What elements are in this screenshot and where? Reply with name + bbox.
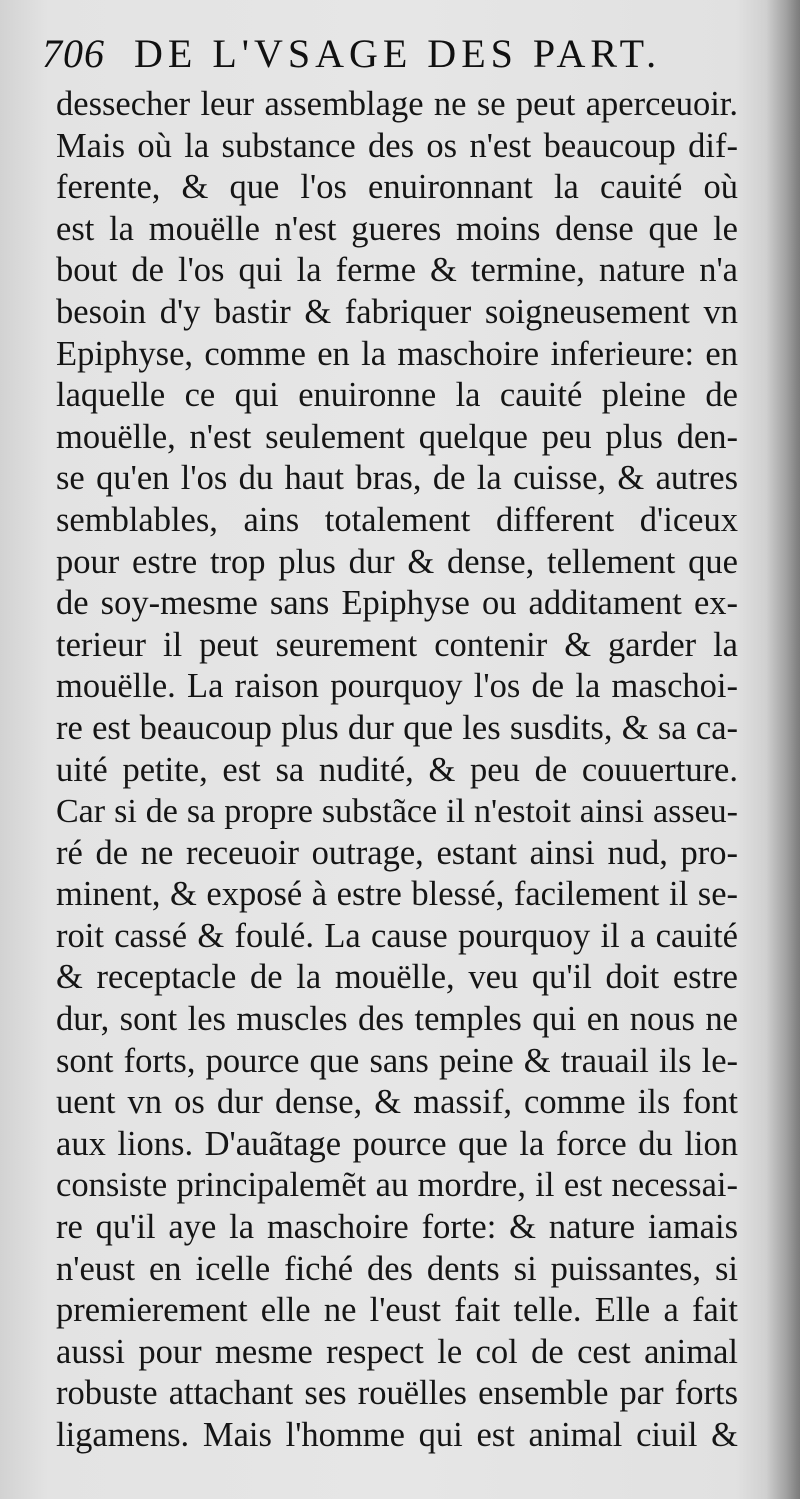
- text-line: semblables, ains totalement different d'iceux: [56, 500, 738, 539]
- text-line: est la mouëlle n'est gueres moins dense que le: [56, 209, 738, 248]
- text-line: se qu'en l'os du haut bras, de la cuisse, & autres: [56, 459, 738, 498]
- text-line: aussi pour mesme respect le col de cest animal: [56, 1332, 738, 1371]
- text-line: minent, & exposé à estre blessé, facilement il se-: [56, 875, 738, 914]
- page-number: 706: [42, 31, 105, 76]
- running-head: DE L'VSAGE DES PART.: [134, 31, 662, 76]
- text-line: re qu'il aye la maschoire forte: & nature iamais: [56, 1208, 738, 1247]
- text-line: sont forts, pource que sans peine & trauail ils le-: [56, 1041, 738, 1080]
- text-line: uité petite, est sa nudité, & peu de couuerture.: [56, 750, 738, 789]
- text-line: uent vn os dur dense, & massif, comme ils font: [56, 1083, 738, 1122]
- text-line: ré de ne receuoir outrage, estant ainsi nud, pro-: [56, 833, 738, 872]
- text-line: Epiphyse, comme en la maschoire inferieure: en: [56, 334, 738, 373]
- text-line: terieur il peut seurement contenir & garder la: [56, 625, 738, 664]
- text-line: ferente, & que l'os enuironnant la cauité où: [56, 168, 738, 207]
- text-line: premierement elle ne l'eust fait telle. Elle a fait: [56, 1291, 738, 1330]
- text-line: Car si de sa propre substãce il n'estoit ainsi asseu-: [56, 793, 738, 831]
- text-line: roit cassé & foulé. La cause pourquoy il a cauité: [56, 916, 738, 955]
- text-line: mouëlle, n'est seulement quelque peu plus den-: [56, 417, 738, 456]
- text-line: dessecher leur assemblage ne se peut aperceuoir.: [56, 85, 738, 123]
- text-line: Mais où la substance des os n'est beaucoup dif-: [56, 126, 738, 165]
- text-line: besoin d'y bastir & fabriquer soigneusement vn: [56, 292, 738, 331]
- text-line: consiste principalemẽt au mordre, il est necessai-: [56, 1166, 738, 1205]
- page-edge-shadow: [766, 0, 800, 1499]
- text-line: ligamens. Mais l'homme qui est animal ciuil &: [56, 1416, 738, 1454]
- text-line: mouëlle. La raison pourquoy l'os de la maschoi-: [56, 667, 738, 706]
- text-line: n'eust en icelle fiché des dents si puissantes, si: [56, 1249, 738, 1288]
- text-line: aux lions. D'auãtage pource que la force du lion: [56, 1124, 738, 1163]
- text-line: bout de l'os qui la ferme & termine, nature n'a: [56, 251, 738, 290]
- text-line: robuste attachant ses rouëlles ensemble par forts: [56, 1374, 738, 1413]
- text-line: laquelle ce qui enuironne la cauité pleine de: [56, 376, 738, 415]
- text-line: re est beaucoup plus dur que les susdits, & sa ca-: [56, 708, 738, 747]
- page-header: [42, 26, 742, 82]
- text-line: dur, sont les muscles des temples qui en nous ne: [56, 1000, 738, 1039]
- text-line: pour estre trop plus dur & dense, tellement que: [56, 542, 738, 581]
- body-text: [56, 84, 738, 1457]
- text-line: de soy-mesme sans Epiphyse ou additament ex-: [56, 584, 738, 623]
- text-line: & receptacle de la mouëlle, veu qu'il doit estre: [56, 958, 738, 997]
